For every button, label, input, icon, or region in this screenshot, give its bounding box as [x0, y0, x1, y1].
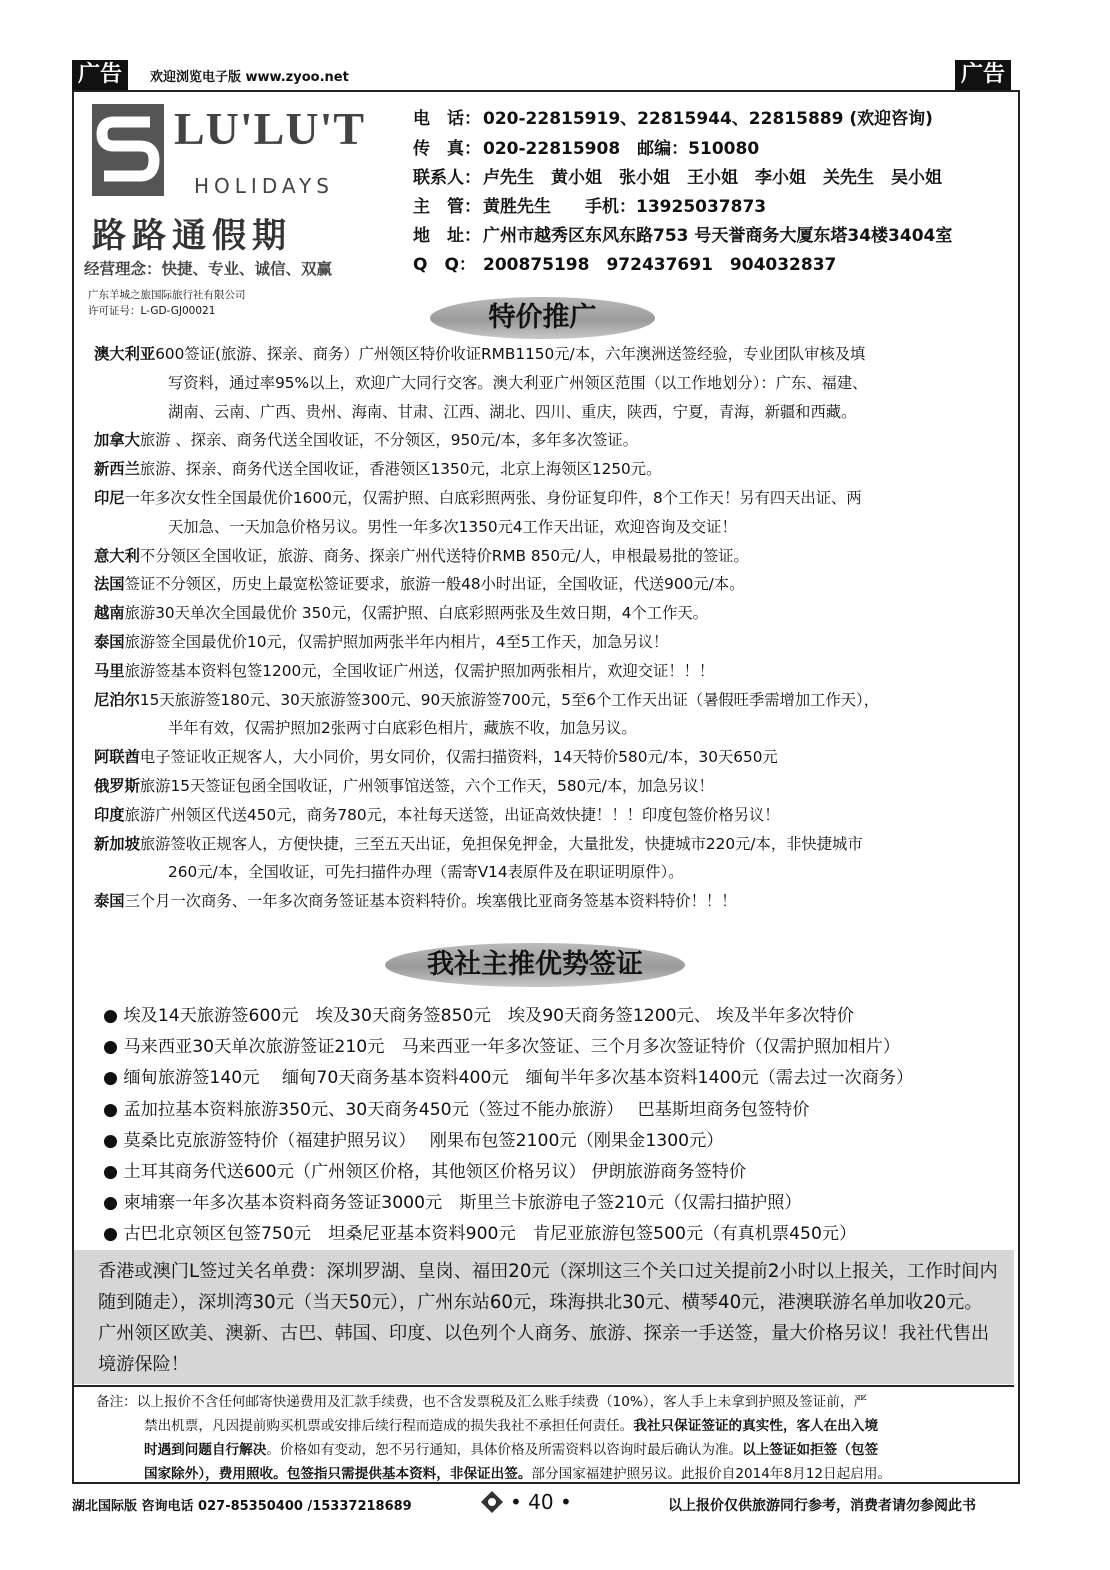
visa-country: 阿联酋	[94, 748, 140, 767]
contact-manager: 主 管： 黄胜先生 手机：13925037873	[413, 197, 767, 217]
visa-country: 加拿大	[94, 431, 140, 450]
visa-item	[94, 484, 999, 542]
visa-detail: 旅游30天单次全国最优价 350元，仅需护照、白底彩照两张及生效日期，4个工作天。	[124, 604, 708, 623]
visa-detail-cont: 天加急、一天加急价格另议。男性一年多次1350元4工作天出证，欢迎咨询及交证！	[168, 517, 737, 536]
contact-people: 联系人： 卢先生 黄小姐 张小姐 王小姐 李小姐 关先生 吴小姐	[413, 168, 942, 188]
logo-subtext: HOLIDAYS	[194, 174, 334, 198]
visa-country: 尼泊尔	[94, 690, 140, 709]
visa-detail-cont: 260元/本，全国收证，可先扫描件办理（需寄V14表原件及在职证明原件）。	[168, 863, 684, 882]
logo-text: LU'LU'T	[174, 103, 366, 154]
featured-visa-item: ● 马来西亚30天单次旅游签证210元 马来西亚一年多次签证、三个月多次签证特价（仅需护照加相片）	[103, 1037, 901, 1058]
visa-country: 法国	[94, 575, 125, 594]
visa-country: 印度	[94, 805, 125, 824]
visa-detail: 600签证(旅游、探亲、商务）广州领区特价收证RMB1150元/本，六年澳洲送签经验，专业团队审核及填	[155, 345, 866, 363]
section-title-specials: 特价推广	[430, 297, 655, 339]
visa-detail: 15天旅游签180元、30天旅游签300元、90天旅游签700元，5至6个工作天出证（暑假旺季需增加工作天），	[139, 690, 879, 709]
footer-left: 湖北国际版 咨询电话 027-85350400 /15337218689	[72, 1499, 412, 1514]
visa-country: 印尼	[94, 488, 125, 507]
visa-detail: 旅游广州领区代送450元，商务780元，本社每天送签，出证高效快捷！！！印度包签价格另议！	[124, 805, 780, 824]
bullet-icon: ●	[103, 1037, 124, 1058]
contact-phone: 电 话： 020-22815919、22815944、22815889 (欢迎咨询)	[413, 109, 933, 129]
visa-detail: 一年多次女性全国最优价1600元，仅需护照、白底彩照两张、身份证复印件，8个工作天！另有四天出证、两	[124, 488, 862, 507]
featured-visa-item: ● 孟加拉基本资料旅游350元、30天商务450元（签过不能办旅游） 巴基斯坦商务包签特价	[103, 1099, 810, 1120]
visa-list	[94, 340, 999, 916]
visa-item	[94, 887, 999, 916]
visa-country: 意大利	[94, 546, 140, 565]
page-emblem-icon	[480, 1490, 504, 1514]
featured-visa-item: ● 古巴北京领区包签750元 坦桑尼亚基本资料900元 肯尼亚旅游包签500元（有真机票450元）	[103, 1224, 857, 1245]
featured-visa-item: ● 莫桑比克旅游签特价（福建护照另议） 刚果布包签2100元（刚果金1300元）	[103, 1130, 724, 1151]
visa-item	[94, 657, 999, 686]
visa-detail-cont: 写资料，通过率95%以上，欢迎广大同行交客。澳大利亚广州领区范围（以工作地划分）：广东、福建、	[168, 373, 868, 392]
visa-item	[94, 628, 999, 657]
visa-detail: 电子签证收正规客人，大小同价，男女同价，仅需扫描资料，14天特价580元/本，30天650元	[139, 748, 778, 767]
visa-country: 泰国	[94, 892, 125, 911]
featured-visa-item: ● 埃及14天旅游签600元 埃及30天商务签850元 埃及90天商务签1200元、 埃及半年多次特价	[103, 1006, 854, 1026]
ad-tag-left: 广告	[72, 60, 128, 90]
visa-detail: 三个月一次商务、一年多次商务签证基本资料特价。埃塞俄比亚商务签基本资料特价！！！	[124, 892, 737, 911]
welcome-text: 欢迎浏览电子版 www.zyoo.net	[150, 70, 349, 85]
visa-item	[94, 542, 999, 571]
visa-item	[94, 455, 999, 484]
visa-country: 俄罗斯	[94, 776, 140, 795]
hk-macau-text: 香港或澳门L签过关名单费：深圳罗湖、皇岗、福田20元（深圳这三个关口过关提前2小时以上报关，工作时间内随到随走），深圳湾30元（当天50元），广州东站60元，珠海拱北30元、横琴40元，港澳联游名单加收20元。广州领区欧美、澳新、古巴、韩国、印度、以色列个人商务、旅游、探亲一手送签，量大价格另议！我社代售出境游保险！	[98, 1261, 998, 1375]
bullet-icon: ●	[103, 1068, 124, 1089]
visa-detail: 旅游签全国最优价10元，仅需护照加两张半年内相片，4至5工作天，加急另议！	[124, 632, 669, 651]
visa-detail: 不分领区全国收证，旅游、商务、探亲广州代送特价RMB 850元/人，申根最易批的签证。	[139, 546, 749, 565]
license-number: 许可证号：L-GD-GJ00021	[88, 305, 216, 317]
visa-item	[94, 830, 999, 888]
featured-visa-item: ● 缅甸旅游签140元 缅甸70天商务基本资料400元 缅甸半年多次基本资料1400元（需去过一次商务）	[103, 1068, 914, 1089]
featured-visa-item: ● 柬埔寨一年多次基本资料商务签证3000元 斯里兰卡旅游电子签210元（仅需扫描护照）	[103, 1193, 802, 1214]
section-title-featured: 我社主推优势签证	[385, 943, 685, 987]
agency-name: 广东羊城之旅国际旅行社有限公司	[88, 289, 246, 301]
contact-qq: Q Q： 200875198 972437691 904032837	[413, 255, 837, 275]
visa-item	[94, 801, 999, 830]
contact-address: 地 址： 广州市越秀区东风东路753 号天誉商务大厦东塔34楼3404室	[413, 226, 953, 246]
visa-country: 马里	[94, 661, 125, 680]
bullet-icon: ●	[103, 1162, 124, 1182]
visa-detail: 签证不分领区，历史上最宽松签证要求，旅游一般48小时出证，全国收证，代送900元/本。	[124, 575, 745, 594]
featured-visa-item: ● 土耳其商务代送600元（广州领区价格，其他领区价格另议） 伊朗旅游商务签特价	[103, 1162, 747, 1182]
visa-item	[94, 743, 999, 772]
visa-country: 新加坡	[94, 834, 140, 853]
visa-country: 新西兰	[94, 460, 140, 479]
visa-item	[94, 340, 999, 426]
visa-item	[94, 599, 999, 628]
visa-detail: 旅游 、探亲、商务代送全国收证，不分领区，950元/本，多年多次签证。	[139, 431, 639, 450]
logo-s-icon	[92, 104, 172, 199]
divider	[74, 1385, 1014, 1387]
remarks: 备注：以上报价不含任何邮寄快递费用及汇款手续费，也不含发票税及汇么账手续费（10%），客人手上未拿到护照及签证前，严 禁出机票，凡因提前购买机票或安排后续行程而造成的损失我社不承担任何责任。我社只保证签证的真实性，客人在出入境 时遇到问题自行解决。价格如有变动，恕不另行通知，具体价格及所需资料以咨询时最后确认为准。以上签证如拒签（包签 国家除外），费用照收。包签指只需提供基本资料，非保证出签。部分国家福建护照另议。此报价自2014年8月12日起启用。	[96, 1394, 892, 1482]
visa-item	[94, 686, 999, 744]
bullet-icon: ●	[103, 1130, 124, 1151]
company-logo	[90, 102, 366, 217]
page-number: • 40 •	[510, 1490, 572, 1514]
visa-detail: 旅游、探亲、商务代送全国收证，香港领区1350元，北京上海领区1250元。	[139, 460, 662, 479]
visa-item	[94, 772, 999, 801]
visa-detail: 旅游签基本资料包签1200元，全国收证广州送，仅需护照加两张相片，欢迎交证！！！	[124, 661, 715, 680]
visa-country: 越南	[94, 604, 125, 623]
visa-detail: 旅游签收正规客人，方便快捷，三至五天出证，免担保免押金，大量批发，快捷城市220元/本，非快捷城市	[139, 834, 863, 853]
visa-country: 泰国	[94, 632, 125, 651]
visa-detail-cont: 湖南、云南、广西、贵州、海南、甘肃、江西、湖北、四川、重庆，陕西，宁夏，青海，新疆和西藏。	[168, 402, 857, 421]
bullet-icon: ●	[103, 1099, 124, 1120]
contact-fax: 传 真： 020-22815908 邮编：510080	[413, 139, 760, 159]
bullet-icon: ●	[103, 1193, 124, 1214]
company-name-cn: 路路通假期	[92, 216, 292, 256]
visa-detail: 旅游15天签证包函全国收证，广州领事馆送签，六个工作天，580元/本，加急另议！	[139, 776, 714, 795]
visa-country: 澳大利亚	[94, 345, 156, 363]
visa-detail-cont: 半年有效，仅需护照加2张两寸白底彩色相片，藏族不收，加急另议。	[168, 719, 637, 738]
company-motto: 经营理念：快捷、专业、诚信、双赢	[84, 260, 333, 278]
footer-right: 以上报价仅供旅游同行参考，消费者请勿参阅此书	[668, 1498, 976, 1514]
bullet-icon: ●	[103, 1224, 124, 1245]
bullet-icon: ●	[103, 1006, 124, 1026]
ad-tag-right: 广告	[955, 60, 1011, 90]
visa-item	[94, 570, 999, 599]
visa-item	[94, 426, 999, 455]
